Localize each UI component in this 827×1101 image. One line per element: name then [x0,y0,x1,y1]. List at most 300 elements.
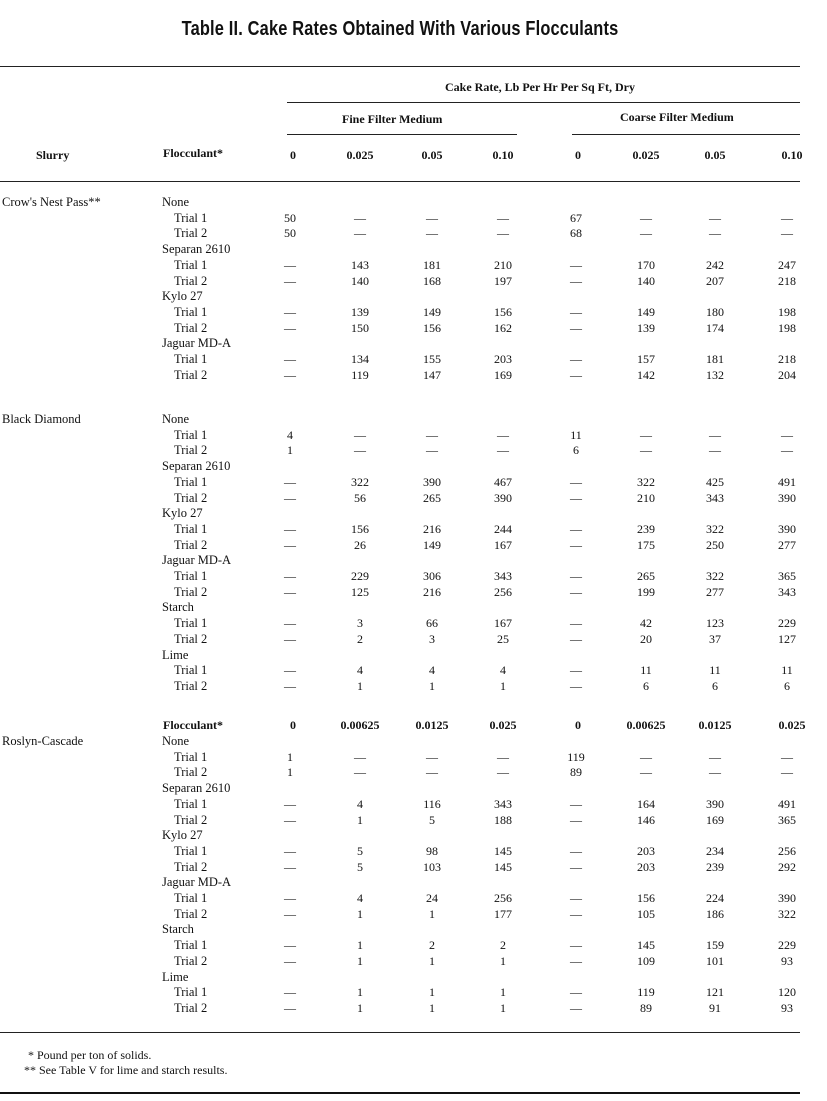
cell-value: — [570,906,582,921]
cell-value: — [284,953,296,968]
cell-value: 322 [706,569,724,583]
cell-value: 174 [706,320,724,335]
cell-value: 4 [287,427,293,442]
cell-value: 204 [778,367,796,382]
dose-header-4: 0 [575,148,581,162]
cell-value: 132 [706,367,724,382]
cell-value: — [570,953,582,968]
cell-value: 239 [706,859,724,874]
cell-value: 322 [706,521,724,536]
flocculant-subheader: Flocculant* [163,718,223,732]
cell-value: 256 [494,584,512,599]
cell-value: 116 [423,796,441,811]
cell-value: 149 [423,304,441,319]
cell-value: 5 [357,843,363,858]
trial-label: Trial 2 [174,273,208,288]
cell-value: — [709,210,721,225]
cell-value: — [497,226,509,241]
cell-value: 5 [357,859,363,874]
cell-value: — [570,273,582,288]
trial-label: Trial 1 [174,569,208,583]
cell-value: 25 [497,631,509,646]
trial-label: Trial 2 [174,1000,208,1015]
subheader-dose-7: 0.025 [778,718,806,732]
cell-value: 491 [778,796,796,811]
cell-value: — [781,443,793,458]
cell-value: 67 [570,210,582,225]
cell-value: — [570,521,582,536]
cell-value: — [570,569,582,583]
cell-value: — [570,859,582,874]
trial-label: Trial 2 [174,859,208,874]
cell-value: 127 [778,631,796,646]
cell-value: 140 [637,273,655,288]
cell-value: — [284,796,296,811]
cell-value: 24 [426,891,438,905]
cell-value: 109 [637,953,655,968]
subheader-dose-6: 0.0125 [698,718,732,732]
cell-value: 1 [357,812,363,827]
cell-value: 1 [500,953,506,968]
cell-value: 467 [494,474,512,489]
flocculant-name: Kylo 27 [162,828,203,843]
cell-value: 1 [357,985,363,1000]
cell-value: — [570,985,582,1000]
flocculant-name: Starch [162,600,194,615]
cell-value: — [570,367,582,382]
cell-value: 4 [500,663,506,678]
trial-label: Trial 1 [174,938,208,953]
coarse-filter-header: Coarse Filter Medium [620,110,734,124]
cell-value: 1 [500,985,506,1000]
flocculant-name: Jaguar MD-A [162,875,232,890]
flocculant-name: Jaguar MD-A [162,553,232,568]
cell-value: — [781,427,793,442]
cell-value: 162 [494,320,512,335]
cell-value: 6 [573,443,579,458]
slurry-name: Roslyn-Cascade [2,734,84,748]
footnote-2: ** See Table V for lime and starch results. [24,1063,228,1077]
cell-value: — [497,765,509,780]
cell-value: — [284,352,296,366]
cell-value: — [354,443,366,458]
trial-label: Trial 2 [174,367,208,382]
flocculant-name: Kylo 27 [162,506,203,521]
cell-value: 169 [706,812,724,827]
cell-value: 2 [500,938,506,953]
cell-value: 11 [781,663,793,678]
cell-value: 11 [570,427,582,442]
cell-value: 91 [709,1000,721,1015]
cell-value: 155 [423,352,441,366]
slurry-name: Black Diamond [2,412,81,426]
cell-value: — [570,490,582,505]
cell-value: 390 [778,521,796,536]
cell-value: 1 [287,765,293,780]
flocculant-name: Jaguar MD-A [162,336,232,351]
cell-value: 343 [706,490,724,505]
cell-value: 203 [494,352,512,366]
cell-value: — [570,257,582,272]
cell-value: — [284,616,296,631]
cell-value: 277 [706,584,724,599]
cell-value: 119 [351,367,369,382]
flocculant-name: Separan 2610 [162,242,231,257]
cell-value: — [497,749,509,764]
cell-value: 119 [637,985,655,1000]
cell-value: — [570,537,582,552]
cell-value: 3 [357,616,363,631]
cake-rate-span-header: Cake Rate, Lb Per Hr Per Sq Ft, Dry [445,80,635,94]
cell-value: — [640,749,652,764]
flocculant-name: Lime [162,647,189,662]
cell-value: 322 [637,474,655,489]
cell-value: — [284,257,296,272]
cell-value: 1 [429,985,435,1000]
cell-value: — [284,938,296,953]
cell-value: 425 [706,474,724,489]
cell-value: 239 [637,521,655,536]
trial-label: Trial 2 [174,537,208,552]
cell-value: 265 [637,569,655,583]
cell-value: — [284,1000,296,1015]
cell-value: 98 [426,843,438,858]
cell-value: — [284,304,296,319]
cell-value: — [781,226,793,241]
cell-value: — [497,443,509,458]
cell-value: 50 [284,210,296,225]
cell-value: 265 [423,490,441,505]
table-title: Table II. Cake Rates Obtained With Various Flocculants [181,18,619,40]
trial-label: Trial 2 [174,320,208,335]
cell-value: — [426,427,438,442]
subheader-dose-2: 0.0125 [415,718,449,732]
cell-value: 390 [778,891,796,905]
trial-label: Trial 2 [174,678,208,693]
cell-value: 198 [778,304,796,319]
cell-value: — [426,443,438,458]
cell-value: 123 [706,616,724,631]
cell-value: — [781,210,793,225]
bottom-rule [0,1032,800,1033]
cell-value: 93 [781,1000,793,1015]
cell-value: 256 [494,891,512,905]
cell-value: 68 [570,226,582,241]
trial-label: Trial 2 [174,953,208,968]
cell-value: 1 [429,1000,435,1015]
cell-value: — [640,427,652,442]
flocculant-header: Flocculant* [163,146,223,160]
cell-value: — [709,765,721,780]
cell-value: 250 [706,537,724,552]
cell-value: 365 [778,812,796,827]
cell-value: — [570,616,582,631]
trial-label: Trial 1 [174,891,208,905]
cell-value: 143 [351,257,369,272]
flocculant-name: None [162,412,190,426]
slurry-header: Slurry [36,148,70,162]
cell-value: — [284,812,296,827]
cell-value: 101 [706,953,724,968]
subheader-dose-5: 0.00625 [626,718,666,732]
subheader-dose-4: 0 [575,718,581,732]
cell-value: 181 [423,257,441,272]
cell-value: — [284,474,296,489]
cell-value: 203 [637,859,655,874]
cell-value: 105 [637,906,655,921]
cell-value: 119 [567,749,585,764]
cell-value: 125 [351,584,369,599]
cell-value: 1 [287,443,293,458]
cell-value: 66 [426,616,438,631]
cell-value: 50 [284,226,296,241]
trial-label: Trial 1 [174,257,208,272]
cell-value: 156 [423,320,441,335]
cell-value: 4 [429,663,435,678]
trial-label: Trial 2 [174,226,208,241]
page-bottom-rule [0,1092,800,1094]
cell-value: 390 [494,490,512,505]
cell-value: — [781,765,793,780]
cell-value: — [709,443,721,458]
cell-value: 175 [637,537,655,552]
cell-value: 343 [494,796,512,811]
cell-value: 197 [494,273,512,288]
cell-value: 150 [351,320,369,335]
cell-value: 390 [778,490,796,505]
cell-value: 121 [706,985,724,1000]
dose-header-1: 0.025 [346,148,374,162]
cell-value: 343 [778,584,796,599]
trial-label: Trial 1 [174,616,208,631]
footnote-1: * Pound per ton of solids. [28,1048,152,1062]
flocculant-name: Separan 2610 [162,459,231,474]
cell-value: 89 [570,765,582,780]
cell-value: — [497,427,509,442]
cell-value: 229 [351,569,369,583]
cell-value: 180 [706,304,724,319]
cell-value: 26 [354,537,366,552]
cell-value: — [284,678,296,693]
flocculant-name: Kylo 27 [162,289,203,304]
trial-label: Trial 2 [174,765,208,780]
trial-label: Trial 1 [174,749,208,764]
cell-value: 1 [357,1000,363,1015]
cell-value: 256 [778,843,796,858]
trial-label: Trial 2 [174,443,208,458]
cell-value: 169 [494,367,512,382]
cell-value: 149 [637,304,655,319]
trial-label: Trial 1 [174,521,208,536]
trial-label: Trial 1 [174,843,208,858]
cell-value: — [570,938,582,953]
cell-value: 177 [494,906,512,921]
cell-value: 145 [494,859,512,874]
cell-value: — [284,273,296,288]
cell-value: 1 [500,678,506,693]
cell-value: 145 [637,938,655,953]
trial-label: Trial 2 [174,490,208,505]
trial-label: Trial 1 [174,210,208,225]
cell-value: 2 [429,938,435,953]
cell-value: 198 [778,320,796,335]
cell-value: 322 [778,906,796,921]
trial-label: Trial 1 [174,985,208,1000]
cell-value: 170 [637,257,655,272]
cell-value: — [354,226,366,241]
cell-value: — [640,226,652,241]
cell-value: 491 [778,474,796,489]
cell-value: 167 [494,616,512,631]
cell-value: 181 [706,352,724,366]
flocculant-name: None [162,734,190,748]
cell-value: — [570,304,582,319]
cell-value: 1 [500,1000,506,1015]
cell-value: 139 [351,304,369,319]
cell-value: 147 [423,367,441,382]
cell-value: 188 [494,812,512,827]
cell-value: 145 [494,843,512,858]
cell-value: 244 [494,521,512,536]
cell-value: 216 [423,521,441,536]
flocculant-name: Separan 2610 [162,781,231,796]
cell-value: — [284,985,296,1000]
cell-value: 159 [706,938,724,953]
cell-value: 5 [429,812,435,827]
cell-value: 11 [640,663,652,678]
cell-value: — [284,891,296,905]
cell-value: 1 [287,749,293,764]
cell-value: — [284,906,296,921]
cell-value: 142 [637,367,655,382]
cell-value: — [570,678,582,693]
cell-value: 6 [712,678,718,693]
cell-value: — [497,210,509,225]
flocculant-name: None [162,195,190,209]
cell-value: — [354,427,366,442]
cell-value: 292 [778,859,796,874]
cell-value: — [284,584,296,599]
fine-filter-header: Fine Filter Medium [342,112,443,126]
cell-value: — [570,474,582,489]
trial-label: Trial 1 [174,304,208,319]
cell-value: 390 [706,796,724,811]
dose-header-3: 0.10 [492,148,514,162]
cell-value: — [570,812,582,827]
cell-value: 1 [357,953,363,968]
cell-value: — [426,210,438,225]
cell-value: — [426,765,438,780]
cell-value: — [570,843,582,858]
cell-value: 167 [494,537,512,552]
cell-value: — [640,765,652,780]
cell-value: 343 [494,569,512,583]
cell-value: 37 [709,631,721,646]
cell-value: 210 [637,490,655,505]
trial-label: Trial 1 [174,352,208,366]
cell-value: — [570,891,582,905]
cell-value: 20 [640,631,652,646]
cell-value: 365 [778,569,796,583]
cell-value: — [570,320,582,335]
trial-label: Trial 1 [174,796,208,811]
dose-header-2: 0.05 [421,148,443,162]
subheader-dose-1: 0.00625 [340,718,380,732]
cell-value: 210 [494,257,512,272]
cell-value: 234 [706,843,724,858]
subheader-dose-3: 0.025 [489,718,517,732]
trial-label: Trial 1 [174,427,208,442]
cell-value: — [284,537,296,552]
cell-value: 4 [357,663,363,678]
trial-label: Trial 2 [174,906,208,921]
cell-value: 134 [351,352,369,366]
cell-value: — [570,352,582,366]
cell-value: 199 [637,584,655,599]
cell-value: 146 [637,812,655,827]
cell-value: — [284,490,296,505]
cell-value: 103 [423,859,441,874]
cell-value: 156 [351,521,369,536]
cell-value: — [284,320,296,335]
cell-value: — [570,1000,582,1015]
slurry-name: Crow's Nest Pass** [2,195,101,209]
cell-value: 1 [429,953,435,968]
cell-value: — [284,521,296,536]
cell-value: — [284,367,296,382]
cell-value: 3 [429,631,435,646]
cell-value: — [640,210,652,225]
cell-value: — [284,859,296,874]
cell-value: 390 [423,474,441,489]
cell-value: 1 [357,906,363,921]
cell-value: — [709,226,721,241]
cell-value: 1 [357,938,363,953]
cell-value: 322 [351,474,369,489]
cell-value: 6 [784,678,790,693]
cell-value: — [570,663,582,678]
dose-header-6: 0.05 [704,148,726,162]
cell-value: 1 [429,906,435,921]
flocculant-name: Lime [162,969,189,984]
subheader-dose-0: 0 [290,718,296,732]
cell-value: 207 [706,273,724,288]
cell-value: 42 [640,616,652,631]
cell-value: 277 [778,537,796,552]
cell-value: 156 [494,304,512,319]
cell-value: 4 [357,796,363,811]
cell-value: — [781,749,793,764]
cell-value: 156 [637,891,655,905]
cell-value: 168 [423,273,441,288]
dose-header-7: 0.10 [781,148,803,162]
trial-label: Trial 2 [174,584,208,599]
cell-value: 216 [423,584,441,599]
trial-label: Trial 1 [174,474,208,489]
cell-value: 93 [781,953,793,968]
cell-value: 89 [640,1000,652,1015]
cell-value: 229 [778,938,796,953]
cell-value: 218 [778,352,796,366]
cell-value: 140 [351,273,369,288]
cell-value: 6 [643,678,649,693]
cell-value: — [570,584,582,599]
cell-value: 1 [429,678,435,693]
cell-value: 2 [357,631,363,646]
cell-value: — [570,796,582,811]
cell-value: 1 [357,678,363,693]
cell-value: 120 [778,985,796,1000]
